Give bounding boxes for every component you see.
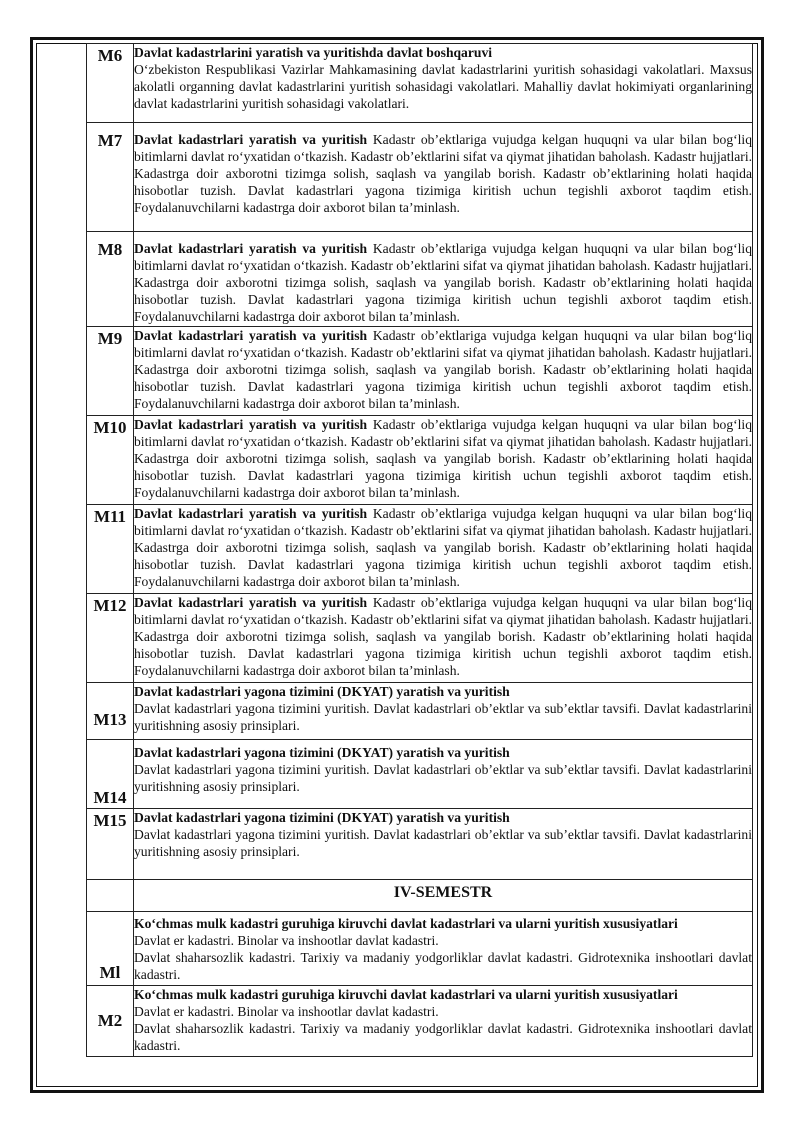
module-content <box>134 683 753 740</box>
module-code: M10 <box>87 416 134 505</box>
module-content <box>134 327 753 416</box>
module-code: M9 <box>87 327 134 416</box>
table-row <box>87 809 753 880</box>
module-body: Kadastr ob’ektlariga vujudga kelgan huquqni va ular bilan bog‘liq bitimlarni davlat ro‘yxatidan o‘tkazish. Kadastr ob’ektlarini sifat va qiymat jihatidan baholash. Kadastr hujjatlari. Kadastrga doir axborotni tizimga solish, saqlash va yangilab borish. Kadastr ob’ektlarining holati haqida hisobotlar tuzish. Davlat kadastrlari yagona tizimiga kiritish uchun tegishli axborot taqdim etish. Foydalanuvchilarni kadastrga doir axborot bilan ta’minlash. <box>134 132 752 215</box>
module-title: Davlat kadastrlari yaratish va yuritish <box>134 417 368 432</box>
module-body-line: Davlat shaharsozlik kadastri. Tarixiy va madaniy yodgorliklar davlat kadastri. Gidrotexnika inshootlari davlat kadastri. <box>134 950 752 982</box>
module-code: M13 <box>87 683 134 740</box>
table-row <box>87 912 753 986</box>
table-row <box>87 683 753 740</box>
module-content <box>134 912 753 986</box>
module-body-line: Davlat er kadastri. Binolar va inshootlar davlat kadastri. <box>134 1004 439 1019</box>
module-content <box>134 809 753 880</box>
module-body-line: Davlat er kadastri. Binolar va inshootlar davlat kadastri. <box>134 933 439 948</box>
module-content <box>134 740 753 809</box>
module-body: Kadastr ob’ektlariga vujudga kelgan huquqni va ular bilan bog‘liq bitimlarni davlat ro‘yxatidan o‘tkazish. Kadastr ob’ektlarini sifat va qiymat jihatidan baholash. Kadastr hujjatlari. Kadastrga doir axborotni tizimga solish, saqlash va yangilab borish. Kadastr ob’ektlarining holati haqida hisobotlar tuzish. Davlat kadastrlari yagona tizimiga kiritish uchun tegishli axborot taqdim etish. Foydalanuvchilarni kadastrga doir axborot bilan ta’minlash. <box>134 328 752 411</box>
module-body: Davlat kadastrlari yagona tizimini yuritish. Davlat kadastrlari ob’ektlar va sub’ektlar tavsifi. Davlat kadastrlarini yuritishning asosiy prinsiplari. <box>134 762 752 794</box>
module-content <box>134 416 753 505</box>
module-code: M15 <box>87 809 134 880</box>
module-title: Davlat kadastrlari yaratish va yuritish <box>134 506 368 521</box>
module-title: Davlat kadastrlari yaratish va yuritish <box>134 132 368 147</box>
module-body: Kadastr ob’ektlariga vujudga kelgan huquqni va ular bilan bog‘liq bitimlarni davlat ro‘yxatidan o‘tkazish. Kadastr ob’ektlarini sifat va qiymat jihatidan baholash. Kadastr hujjatlari. Kadastrga doir axborotni tizimga solish, saqlash va yangilab borish. Kadastr ob’ektlarining holati haqida hisobotlar tuzish. Davlat kadastrlari yagona tizimiga kiritish uchun tegishli axborot taqdim etish. Foydalanuvchilarni kadastrga doir axborot bilan ta’minlash. <box>134 241 752 324</box>
table-row <box>87 505 753 594</box>
module-code: M7 <box>87 123 134 232</box>
table-row <box>87 123 753 232</box>
table-row <box>87 44 753 123</box>
module-content <box>134 123 753 232</box>
module-title: Davlat kadastrlari yagona tizimini (DKYAT) yaratish va yuritish <box>134 745 510 760</box>
module-title: Davlat kadastrlari yagona tizimini (DKYAT) yaratish va yuritish <box>134 684 510 699</box>
table-row <box>87 740 753 809</box>
table-row <box>87 416 753 505</box>
module-body: O‘zbekiston Respublikasi Vazirlar Mahkamasining davlat kadastrlarini yuritish sohasidagi vakolatlari. Maxsus akolatli organning davlat kadastrlarini yuritish sohasidagi vakolatlari. Mahalliy davlat hokimiyati organlarining davlat kadastrlarini yuritish sohasidagi vakolatlari. <box>134 62 752 111</box>
empty-cell <box>87 880 134 912</box>
module-title: Davlat kadastrlarini yaratish va yuritishda davlat boshqaruvi <box>134 45 493 60</box>
table-row <box>87 327 753 416</box>
module-code: M14 <box>87 740 134 809</box>
module-content <box>134 986 753 1057</box>
module-body: Davlat kadastrlari yagona tizimini yuritish. Davlat kadastrlari ob’ektlar va sub’ektlar tavsifi. Davlat kadastrlarini yuritishning asosiy prinsiplari. <box>134 827 752 859</box>
module-body: Kadastr ob’ektlariga vujudga kelgan huquqni va ular bilan bog‘liq bitimlarni davlat ro‘yxatidan o‘tkazish. Kadastr ob’ektlarini sifat va qiymat jihatidan baholash. Kadastr hujjatlari. Kadastrga doir axborotni tizimga solish, saqlash va yangilab borish. Kadastr ob’ektlarining holati haqida hisobotlar tuzish. Davlat kadastrlari yagona tizimiga kiritish uchun tegishli axborot taqdim etish. Foydalanuvchilarni kadastrga doir axborot bilan ta’minlash. <box>134 506 752 589</box>
module-content <box>134 594 753 683</box>
module-code: M2 <box>87 986 134 1057</box>
module-body: Davlat kadastrlari yagona tizimini yuritish. Davlat kadastrlari ob’ektlar va sub’ektlar tavsifi. Davlat kadastrlarini yuritishning asosiy prinsiplari. <box>134 701 752 733</box>
module-code: M11 <box>87 505 134 594</box>
module-body: Kadastr ob’ektlariga vujudga kelgan huquqni va ular bilan bog‘liq bitimlarni davlat ro‘yxatidan o‘tkazish. Kadastr ob’ektlarini sifat va qiymat jihatidan baholash. Kadastr hujjatlari. Kadastrga doir axborotni tizimga solish, saqlash va yangilab borish. Kadastr ob’ektlarining holati haqida hisobotlar tuzish. Davlat kadastrlari yagona tizimiga kiritish uchun tegishli axborot taqdim etish. Foydalanuvchilarni kadastrga doir axborot bilan ta’minlash. <box>134 595 752 678</box>
module-content <box>134 232 753 327</box>
module-title: Ko‘chmas mulk kadastri guruhiga kiruvchi davlat kadastrlari va ularni yuritish xususiyatlari <box>134 987 678 1002</box>
module-body-line: Davlat shaharsozlik kadastri. Tarixiy va madaniy yodgorliklar davlat kadastri. Gidrotexnika inshootlari davlat kadastri. <box>134 1021 752 1053</box>
table-row <box>87 232 753 327</box>
module-body: Kadastr ob’ektlariga vujudga kelgan huquqni va ular bilan bog‘liq bitimlarni davlat ro‘yxatidan o‘tkazish. Kadastr ob’ektlarini sifat va qiymat jihatidan baholash. Kadastr hujjatlari. Kadastrga doir axborotni tizimga solish, saqlash va yangilab borish. Kadastr ob’ektlarining holati haqida hisobotlar tuzish. Davlat kadastrlari yagona tizimiga kiritish uchun tegishli axborot taqdim etish. Foydalanuvchilarni kadastrga doir axborot bilan ta’minlash. <box>134 417 752 500</box>
module-title: Davlat kadastrlari yaratish va yuritish <box>134 328 368 343</box>
semester-heading: IV-SEMESTR <box>134 880 753 912</box>
table-row <box>87 594 753 683</box>
module-title: Davlat kadastrlari yaratish va yuritish <box>134 595 368 610</box>
module-title: Davlat kadastrlari yagona tizimini (DKYAT) yaratish va yuritish <box>134 810 510 825</box>
module-code: Ml <box>87 912 134 986</box>
module-content <box>134 505 753 594</box>
module-code: M8 <box>87 232 134 327</box>
table-row <box>87 986 753 1057</box>
table-row <box>87 880 753 912</box>
module-title: Ko‘chmas mulk kadastri guruhiga kiruvchi davlat kadastrlari va ularni yuritish xususiyatlari <box>134 916 678 931</box>
module-code: M12 <box>87 594 134 683</box>
curriculum-table <box>86 43 753 1057</box>
module-content <box>134 44 753 123</box>
module-code: M6 <box>87 44 134 123</box>
module-title: Davlat kadastrlari yaratish va yuritish <box>134 241 368 256</box>
